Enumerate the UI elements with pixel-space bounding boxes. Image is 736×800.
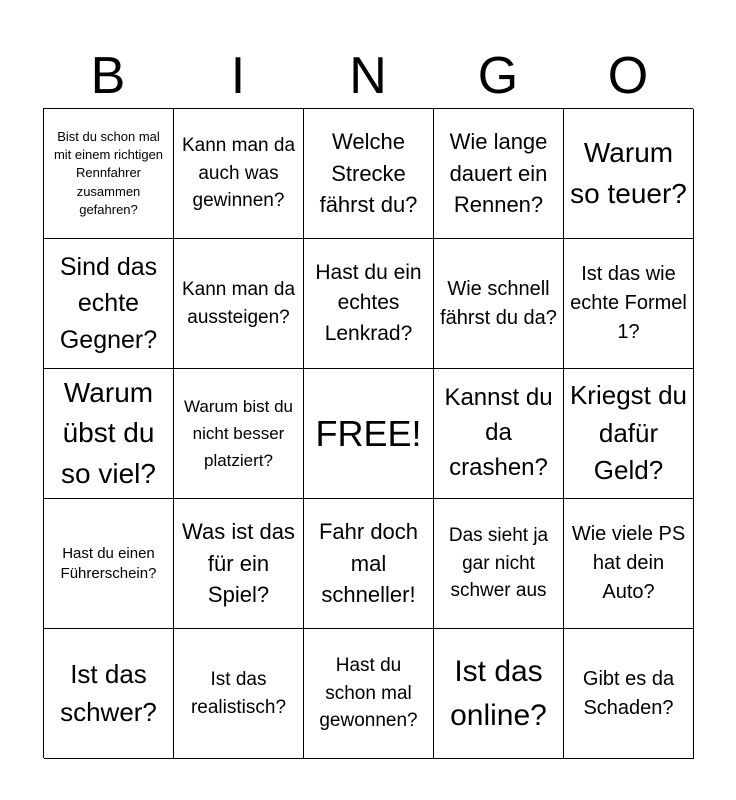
header-letter-n: N	[349, 47, 387, 105]
bingo-cell[interactable]: Gibt es da Schaden?	[564, 629, 694, 759]
bingo-cell[interactable]: Fahr doch mal schneller!	[304, 499, 434, 629]
bingo-cell[interactable]: Ist das realistisch?	[174, 629, 304, 759]
bingo-header	[43, 44, 693, 108]
header-letter-b: B	[90, 47, 126, 105]
bingo-board	[43, 108, 693, 758]
bingo-cell[interactable]: Sind das echte Gegner?	[44, 239, 174, 369]
free-space[interactable]: FREE!	[304, 369, 434, 499]
bingo-cell[interactable]: Hast du schon mal gewonnen?	[304, 629, 434, 759]
header-letter-i: I	[230, 47, 246, 105]
bingo-cell[interactable]: Das sieht ja gar nicht schwer aus	[434, 499, 564, 629]
bingo-cell[interactable]: Ist das wie echte Formel 1?	[564, 239, 694, 369]
bingo-cell[interactable]: Warum bist du nicht besser platziert?	[174, 369, 304, 499]
header-letter-o: O	[607, 47, 649, 105]
bingo-cell[interactable]: Wie schnell fährst du da?	[434, 239, 564, 369]
bingo-cell[interactable]: Kann man da aussteigen?	[174, 239, 304, 369]
bingo-cell[interactable]: Ist das schwer?	[44, 629, 174, 759]
bingo-cell[interactable]: Welche Strecke fährst du?	[304, 109, 434, 239]
bingo-cell[interactable]: Kann man da auch was gewinnen?	[174, 109, 304, 239]
bingo-cell[interactable]: Kannst du da crashen?	[434, 369, 564, 499]
header-letter-g: G	[477, 47, 519, 105]
bingo-cell[interactable]: Wie viele PS hat dein Auto?	[564, 499, 694, 629]
bingo-cell[interactable]: Wie lange dauert ein Rennen?	[434, 109, 564, 239]
bingo-cell[interactable]: Warum so teuer?	[564, 109, 694, 239]
bingo-cell[interactable]: Hast du einen Führerschein?	[44, 499, 174, 629]
bingo-cell[interactable]: Kriegst du dafür Geld?	[564, 369, 694, 499]
bingo-cell[interactable]: Was ist das für ein Spiel?	[174, 499, 304, 629]
bingo-cell[interactable]: Bist du schon mal mit einem richtigen Rennfahrer zusammen gefahren?	[44, 109, 174, 239]
bingo-cell[interactable]: Hast du ein echtes Lenkrad?	[304, 239, 434, 369]
bingo-cell[interactable]: Ist das online?	[434, 629, 564, 759]
bingo-cell[interactable]: Warum übst du so viel?	[44, 369, 174, 499]
